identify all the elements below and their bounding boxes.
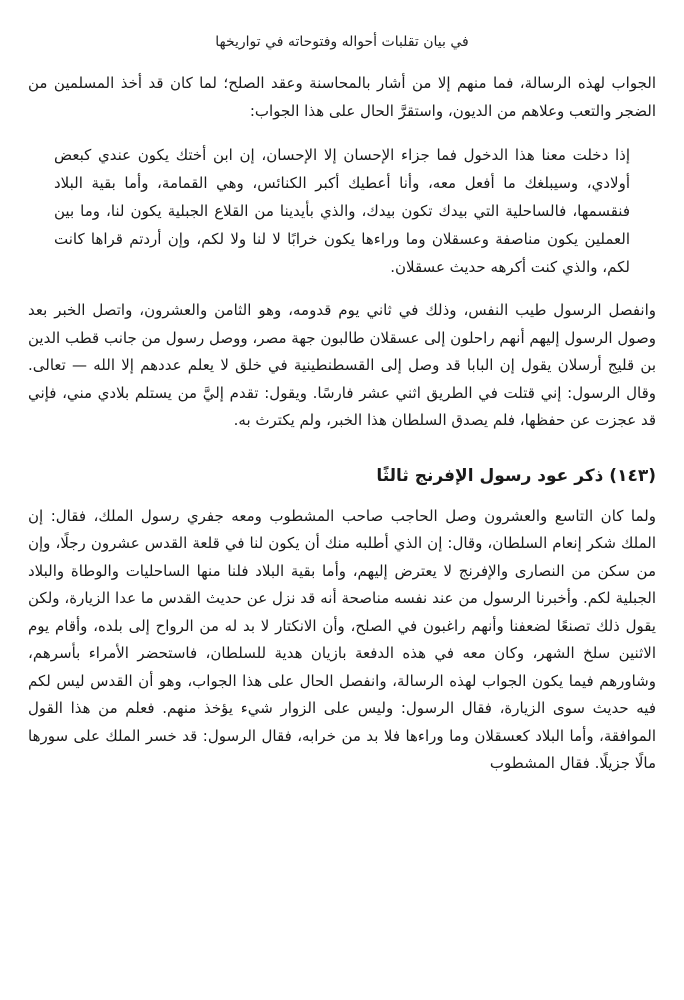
section-heading: (١٤٣) ذكر عود رسول الإفرنج ثالثًا bbox=[376, 465, 656, 486]
block-quote-sultan-reply: إذا دخلت معنا هذا الدخول فما جزاء الإحسان إلا الإحسان، إن ابن أختك يكون عندي كبعض أولادي، وسيبلغك ما أفعل معه، وأنا أعطيك أكبر الكنائس، وهي القمامة، وأما بقية البلاد فنقسمها، فالساحلية التي بيدك تكون بيدك، والذي بأيدينا من القلاع الجبلية يكون لنا، وما بين العملين يكون مناصفة وعسقلان وما وراءها يكون خرابًا لا لنا ولا لكم، وإن أردتم قراها كانت لكم، والذي كنت أكرهه حديث عسقلان. bbox=[54, 146, 630, 276]
paragraph-third-envoy: ولما كان التاسع والعشرون وصل الحاجب صاحب المشطوب ومعه جفري رسول الملك، فقال: إن الملك شكر إنعام السلطان، وقال: إن الذي أطلبه منك أن يكون لنا في قلعة القدس عشرون رجلًا، وإن من سكن من النصارى والإفرنج لا يعترض إليهم، وأما بقية البلاد فلنا منها الساحليات والوطاة والبلاد الجبلية لكم. وأخبرنا الرسول من عند نفسه مناصحة أنه قد نزل عن حديث القدس ما عدا الزيارة، ولكن يقول ذلك تصنعًا لضعفنا وأنهم راغبون في الصلح، وأن الانكتار لا بد له من الرواح إلى بلده، وأقام يوم الاثنين سلخ الشهر، وكان معه في هذه الدفعة بازيان هدية للسلطان، فاستحضر الأمراء بأسرهم، وشاورهم فيما يكون الجواب لهذه الرسالة، وانفصل الحال على هذا الجواب، وهو أن القدس ليس لكم فيه حديث سوى الزيارة، فقال الرسول: وليس على الزوار شيء يؤخذ منهم. فعلم من هذا القول الموافقة، وأما البلاد كعسقلان وما وراءها فلا بد من خرابه، فقال الرسول: قد خسر الملك على سورها مالًا جزيلًا. فقال المشطوب bbox=[28, 506, 656, 772]
paragraph-envoy-departure: وانفصل الرسول طيب النفس، وذلك في ثاني يوم قدومه، وهو الثامن والعشرون، واتصل الخبر بعد وصول الرسول إليهم أنهم راحلون إلى عسقلان طالبون جهة مصر، ووصل رسول من جانب قطب الدين بن قليج أرسلان يقول إن البابا قد وصل إلى القسطنطينية في خلق لا يعلم عددهم إلا الله — تعالى. وقال الرسول: إني قتلت في الطريق اثني عشر فارسًا. ويقول: تقدم إليَّ من يستلم بلادي مني، فإني قد عجزت عن حفظها، فلم يصدق السلطان هذا الخبر، ولم يكترث به. bbox=[28, 301, 656, 429]
paragraph-reply-decision: الجواب لهذه الرسالة، فما منهم إلا من أشار بالمحاسنة وعقد الصلح؛ لما كان قد أخذ المسلمين من الضجر والتعب وعلاهم من الديون، واستقرَّ الحال على هذا الجواب: bbox=[28, 74, 656, 120]
running-header: في بيان تقلبات أحواله وفتوحاته في تواريخها bbox=[215, 34, 469, 50]
